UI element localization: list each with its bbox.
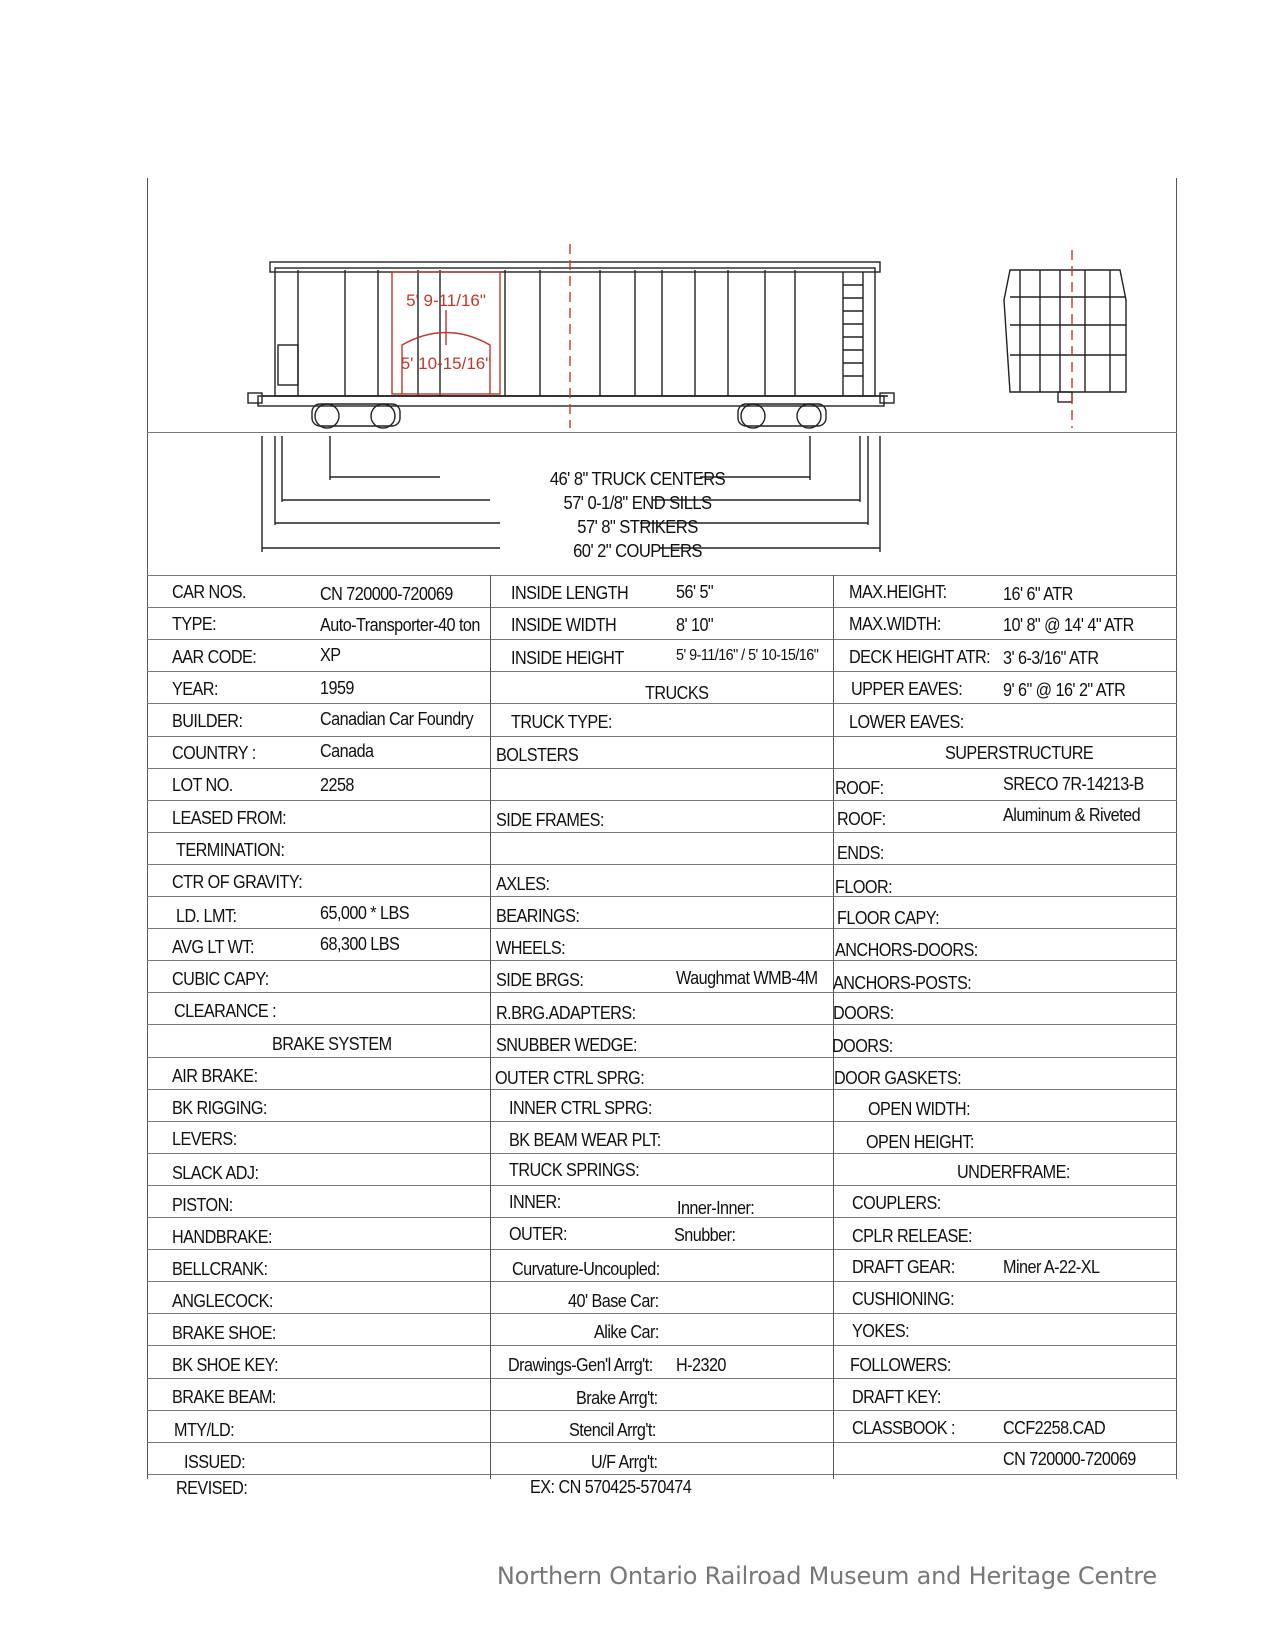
builder-label: BUILDER: (172, 711, 243, 731)
roof-2-value: Aluminum & Riveted (1003, 805, 1141, 825)
bk-beam-wear-plt-label: BK BEAM WEAR PLT: (509, 1130, 661, 1150)
upper-eaves-label: UPPER EAVES: (851, 679, 963, 699)
trucks-heading: TRUCKS (645, 683, 709, 703)
table-row-rule (147, 1249, 1177, 1250)
table-row-rule (147, 992, 1177, 993)
deck-height-value: 3' 6-3/16" ATR (1003, 648, 1099, 668)
slack-adj-label: SLACK ADJ: (172, 1163, 259, 1183)
table-row-rule (147, 832, 1177, 833)
brake-system-heading: BRAKE SYSTEM (272, 1034, 392, 1054)
lower-eaves-label: LOWER EAVES: (849, 712, 964, 732)
bk-rigging-label: BK RIGGING: (172, 1098, 267, 1118)
ctr-gravity-label: CTR OF GRAVITY: (172, 872, 303, 892)
side-frames-label: SIDE FRAMES: (496, 810, 604, 830)
clearance-label: CLEARANCE : (174, 1001, 277, 1021)
snubber-wedge-label: SNUBBER WEDGE: (496, 1035, 637, 1055)
bearings-label: BEARINGS: (496, 906, 580, 926)
table-row-rule (147, 1410, 1177, 1411)
inner-label: INNER: (509, 1192, 561, 1212)
lot-no-value: 2258 (320, 775, 354, 795)
table-row-rule (147, 960, 1177, 961)
dim-end-sills: 57' 0-1/8" END SILLS (563, 493, 712, 513)
open-width-label: OPEN WIDTH: (868, 1099, 971, 1119)
outer-ctrl-sprg-label: OUTER CTRL SPRG: (495, 1068, 645, 1088)
inner-ctrl-sprg-label: INNER CTRL SPRG: (509, 1098, 652, 1118)
country-label: COUNTRY : (172, 743, 256, 763)
brake-shoe-label: BRAKE SHOE: (172, 1323, 276, 1343)
anglecock-label: ANGLECOCK: (172, 1291, 273, 1311)
table-row-rule (147, 639, 1177, 640)
table-row-rule (147, 1057, 1177, 1058)
column-divider-2 (833, 575, 834, 1479)
table-row-rule (147, 1345, 1177, 1346)
inside-height-label: INSIDE HEIGHT (511, 648, 624, 668)
door-height-upper: 5' 9-11/16" (406, 291, 486, 310)
table-row-rule (147, 671, 1177, 672)
table-row-rule (147, 864, 1177, 865)
builder-value: Canadian Car Foundry (320, 709, 474, 729)
roof-1-value: SRECO 7R-14213-B (1003, 774, 1144, 794)
anchors-posts-label: ANCHORS-POSTS: (833, 973, 972, 993)
doors-2-label: DOORS: (832, 1036, 893, 1056)
upper-eaves-value: 9' 6" @ 16' 2" ATR (1003, 680, 1126, 700)
table-row-rule (147, 1313, 1177, 1314)
max-height-label: MAX.HEIGHT: (849, 582, 947, 602)
drawings-value: H-2320 (676, 1355, 726, 1375)
aar-code-label: AAR CODE: (172, 647, 257, 667)
table-row-rule (147, 607, 1177, 608)
classbook-value: CCF2258.CAD (1003, 1418, 1106, 1438)
table-row-rule (147, 1185, 1177, 1186)
door-gaskets-label: DOOR GASKETS: (834, 1068, 962, 1088)
wheels-label: WHEELS: (496, 938, 566, 958)
bolsters-label: BOLSTERS (496, 745, 579, 765)
table-row-rule (147, 1089, 1177, 1090)
floor-capy-label: FLOOR CAPY: (837, 908, 940, 928)
table-top-rule (147, 575, 1177, 576)
couplers-label: COUPLERS: (852, 1193, 941, 1213)
classbook-label: CLASSBOOK : (852, 1418, 956, 1438)
draft-key-label: DRAFT KEY: (852, 1387, 941, 1407)
truck-springs-label: TRUCK SPRINGS: (509, 1160, 640, 1180)
followers-label: FOLLOWERS: (850, 1355, 951, 1375)
snubber-label: Snubber: (674, 1225, 736, 1245)
base-car-label: 40' Base Car: (568, 1291, 659, 1311)
curvature-label: Curvature-Uncoupled: (512, 1259, 660, 1279)
roof-1-label: ROOF: (835, 778, 884, 798)
inside-width-label: INSIDE WIDTH (511, 615, 617, 635)
car-nos-value: CN 720000-720069 (320, 584, 453, 604)
table-row-rule (147, 1378, 1177, 1379)
classbook-car-nos: CN 720000-720069 (1003, 1449, 1136, 1469)
table-row-rule (147, 928, 1177, 929)
doors-1-label: DOORS: (833, 1003, 894, 1023)
table-row-rule (147, 1121, 1177, 1122)
axles-label: AXLES: (496, 874, 550, 894)
museum-credit: Northern Ontario Railroad Museum and Heritage Centre (496, 1562, 1157, 1590)
piston-label: PISTON: (172, 1195, 233, 1215)
cplr-release-label: CPLR RELEASE: (852, 1226, 972, 1246)
table-row-rule (147, 1217, 1177, 1218)
inside-width-value: 8' 10" (676, 615, 714, 635)
bk-shoe-key-label: BK SHOE KEY: (172, 1355, 279, 1375)
dim-couplers: 60' 2" COUPLERS (573, 541, 702, 561)
open-height-label: OPEN HEIGHT: (866, 1132, 974, 1152)
ex-car-nos: EX: CN 570425-570474 (530, 1477, 692, 1497)
inside-height-value: 5' 9-11/16" / 5' 10-15/16" (676, 647, 819, 664)
year-value: 1959 (320, 678, 354, 698)
table-row-rule (147, 1474, 1177, 1475)
stencil-arrg-label: Stencil Arrg't: (569, 1420, 656, 1440)
cubic-capy-label: CUBIC CAPY: (172, 969, 269, 989)
year-label: YEAR: (172, 679, 218, 699)
ld-lmt-value: 65,000 * LBS (320, 903, 410, 923)
side-brgs-value: Waughmat WMB-4M (676, 968, 818, 988)
table-row-rule (147, 1442, 1177, 1443)
type-value: Auto-Transporter-40 ton (320, 615, 480, 635)
rbrg-adapters-label: R.BRG.ADAPTERS: (496, 1003, 636, 1023)
table-row-rule (147, 1153, 1177, 1154)
truck-type-label: TRUCK TYPE: (511, 712, 612, 732)
anchors-doors-label: ANCHORS-DOORS: (835, 940, 978, 960)
door-height-lower: 5' 10-15/16" (400, 354, 492, 373)
roof-2-label: ROOF: (837, 809, 886, 829)
table-row-rule (147, 1281, 1177, 1282)
outer-label: OUTER: (509, 1224, 567, 1244)
max-width-value: 10' 8" @ 14' 4" ATR (1003, 615, 1134, 635)
issued-label: ISSUED: (184, 1452, 246, 1472)
handbrake-label: HANDBRAKE: (172, 1227, 272, 1247)
bellcrank-label: BELLCRANK: (172, 1259, 268, 1279)
superstructure-heading: SUPERSTRUCTURE (945, 743, 1094, 763)
aar-code-value: XP (320, 645, 341, 665)
inner-inner-label: Inner-Inner: (677, 1198, 755, 1218)
dim-strikers: 57' 8" STRIKERS (577, 517, 698, 537)
uf-arrg-label: U/F Arrg't: (591, 1452, 658, 1472)
table-row-rule (147, 1024, 1177, 1025)
cushioning-label: CUSHIONING: (852, 1289, 955, 1309)
lot-no-label: LOT NO. (172, 775, 233, 795)
avg-lt-wt-label: AVG LT WT: (172, 937, 254, 957)
levers-label: LEVERS: (172, 1129, 237, 1149)
inside-length-value: 56' 5" (676, 582, 714, 602)
table-row-rule (147, 768, 1177, 769)
dim-truck-centers: 46' 8" TRUCK CENTERS (549, 469, 726, 489)
mty-ld-label: MTY/LD: (174, 1420, 235, 1440)
air-brake-label: AIR BRAKE: (172, 1066, 258, 1086)
max-width-label: MAX.WIDTH: (849, 614, 941, 634)
deck-height-label: DECK HEIGHT ATR: (849, 647, 991, 667)
yokes-label: YOKES: (852, 1321, 910, 1341)
max-height-value: 16' 6" ATR (1003, 584, 1073, 604)
table-row-rule (147, 736, 1177, 737)
revised-label: REVISED: (176, 1478, 248, 1498)
termination-label: TERMINATION: (176, 840, 285, 860)
brake-beam-label: BRAKE BEAM: (172, 1387, 276, 1407)
brake-arrg-label: Brake Arrg't: (576, 1388, 658, 1408)
drawings-label: Drawings-Gen'l Arrg't: (508, 1355, 653, 1375)
car-nos-label: CAR NOS. (172, 582, 246, 602)
floor-label: FLOOR: (835, 877, 893, 897)
type-label: TYPE: (172, 614, 217, 634)
table-row-rule (147, 896, 1177, 897)
leased-from-label: LEASED FROM: (172, 808, 287, 828)
side-brgs-label: SIDE BRGS: (496, 970, 584, 990)
underframe-heading: UNDERFRAME: (957, 1162, 1070, 1182)
country-value: Canada (320, 741, 374, 761)
ends-label: ENDS: (837, 843, 884, 863)
avg-lt-wt-value: 68,300 LBS (320, 934, 400, 954)
draft-gear-label: DRAFT GEAR: (852, 1257, 955, 1277)
table-row-rule (147, 800, 1177, 801)
column-divider-1 (490, 575, 491, 1479)
inside-length-label: INSIDE LENGTH (511, 583, 629, 603)
draft-gear-value: Miner A-22-XL (1003, 1257, 1100, 1277)
ld-lmt-label: LD. LMT: (176, 906, 237, 926)
alike-car-label: Alike Car: (594, 1322, 659, 1342)
